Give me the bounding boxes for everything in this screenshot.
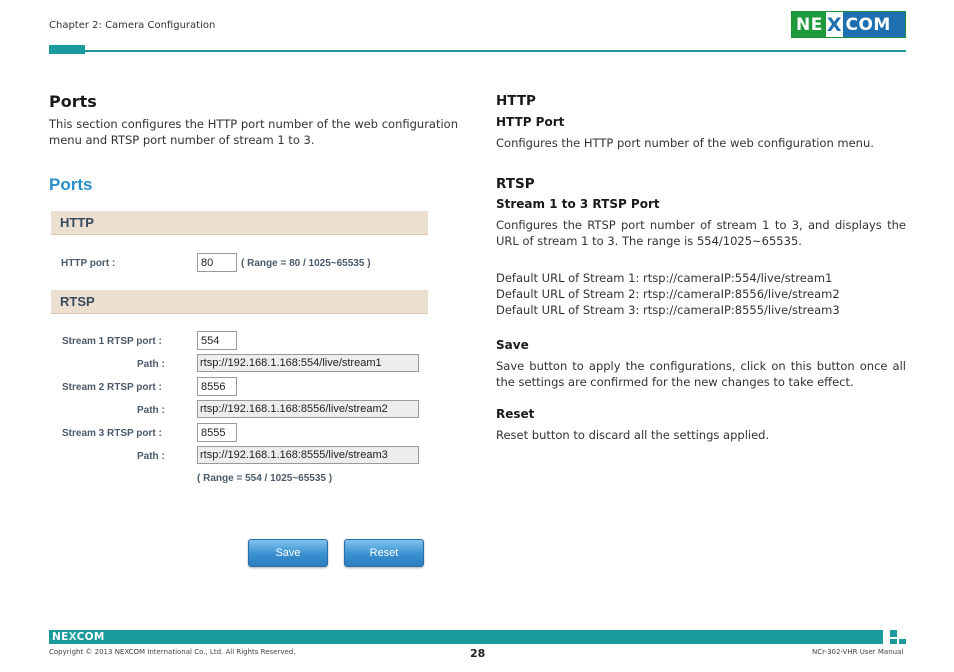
http-port-description: Configures the HTTP port number of the web configuration menu.	[496, 136, 874, 150]
footer-bar	[49, 630, 883, 644]
chapter-title: Chapter 2: Camera Configuration	[49, 20, 216, 31]
stream3-port-input[interactable]: 8555	[197, 423, 237, 442]
footer-logo-ne: NE	[52, 631, 69, 643]
footer-logo-x: X	[68, 631, 77, 643]
default-url-stream2: Default URL of Stream 2: rtsp://cameraIP:8556/live/stream2	[496, 287, 840, 301]
http-port-input[interactable]: 80	[197, 253, 237, 272]
stream3-path-label: Path :	[137, 451, 165, 462]
footer-square-1	[890, 630, 897, 637]
ui-page-title: Ports	[49, 175, 93, 194]
logo-text-x: X	[826, 13, 842, 36]
stream1-path-label: Path :	[137, 359, 165, 370]
rtsp-heading: RTSP	[496, 176, 535, 192]
stream1-port-label: Stream 1 RTSP port :	[62, 336, 162, 347]
reset-description: Reset button to discard all the settings applied.	[496, 428, 770, 442]
stream3-path-field[interactable]: rtsp://192.168.1.168:8555/live/stream3	[197, 446, 419, 464]
http-section-bar	[51, 211, 428, 235]
rtsp-section-bar	[51, 290, 428, 314]
default-url-stream1: Default URL of Stream 1: rtsp://cameraIP:554/live/stream1	[496, 271, 833, 285]
save-button[interactable]: Save	[248, 539, 328, 567]
reset-subheading: Reset	[496, 407, 535, 421]
rtsp-port-subheading: Stream 1 to 3 RTSP Port	[496, 197, 660, 211]
http-port-subheading: HTTP Port	[496, 115, 565, 129]
stream2-port-label: Stream 2 RTSP port :	[62, 382, 162, 393]
footer-logo-com: COM	[76, 631, 105, 643]
http-port-label: HTTP port :	[61, 258, 116, 269]
save-subheading: Save	[496, 338, 529, 352]
default-url-stream3: Default URL of Stream 3: rtsp://cameraIP:8555/live/stream3	[496, 303, 840, 317]
manual-title: NCr-302-VHR User Manual	[812, 648, 904, 656]
logo-text-ne: NE	[792, 12, 826, 37]
rtsp-port-range: ( Range = 554 / 1025~65535 )	[197, 473, 333, 484]
footer-square-2	[890, 639, 897, 644]
stream2-port-input[interactable]: 8556	[197, 377, 237, 396]
nexcom-logo	[791, 11, 906, 38]
footer-logo	[52, 630, 105, 644]
rtsp-port-description: Configures the RTSP port number of stream 1 to 3, and displays the URL of stream 1 to 3. The range is 554/1025~65535.	[496, 218, 906, 248]
header-accent-block	[49, 45, 85, 54]
ports-intro-text: This section configures the HTTP port number of the web configuration menu and RTSP port number of stream 1 to 3.	[49, 117, 458, 147]
http-section-label: HTTP	[60, 215, 94, 230]
footer-square-3	[899, 639, 906, 644]
rtsp-section-label: RTSP	[60, 294, 95, 309]
stream2-path-field[interactable]: rtsp://192.168.1.168:8556/live/stream2	[197, 400, 419, 418]
stream1-port-input[interactable]: 554	[197, 331, 237, 350]
stream2-path-label: Path :	[137, 405, 165, 416]
header-divider	[49, 50, 906, 52]
section-heading-ports: Ports	[49, 92, 97, 111]
http-heading: HTTP	[496, 93, 536, 109]
stream1-path-field[interactable]: rtsp://192.168.1.168:554/live/stream1	[197, 354, 419, 372]
stream3-port-label: Stream 3 RTSP port :	[62, 428, 162, 439]
save-description: Save button to apply the configurations, click on this button once all the settings are confirmed for the new changes to take effect.	[496, 359, 906, 389]
http-port-range: ( Range = 80 / 1025~65535 )	[241, 258, 371, 269]
copyright-text: Copyright © 2013 NEXCOM International Co., Ltd. All Rights Reserved.	[49, 648, 296, 656]
reset-button[interactable]: Reset	[344, 539, 424, 567]
logo-text-com: COM	[843, 12, 906, 37]
page-number: 28	[470, 647, 486, 660]
